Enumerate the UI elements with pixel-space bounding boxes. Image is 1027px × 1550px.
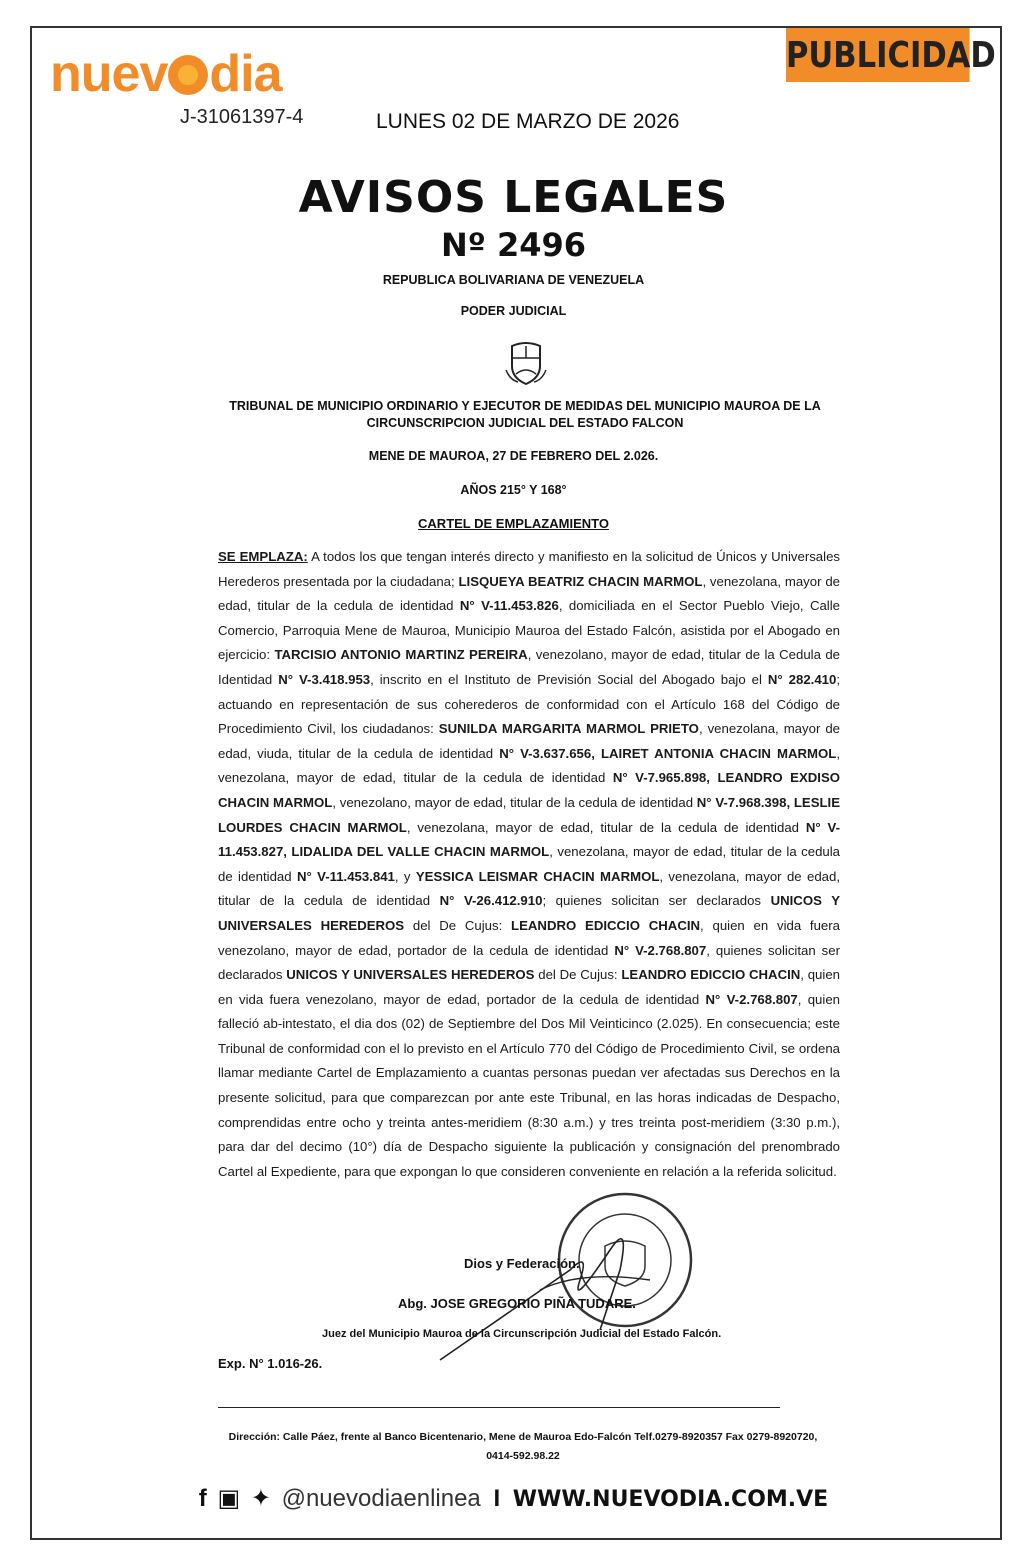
body-run: , venezolano, mayor de edad, titular de la cedula de identidad [332, 794, 697, 810]
company-rif: J-31061397-4 [180, 106, 304, 128]
brand-logo [50, 45, 282, 103]
tribunal-heading: TRIBUNAL DE MUNICIPIO ORDINARIO Y EJECUTOR DE MEDIDAS DEL MUNICIPIO MAUROA DE LA CIRCUNSCRIPCION JUDICIAL DEL ESTADO FALCON [229, 399, 821, 430]
body-run: , venezolana, mayor de edad, titular de la cedula de identidad [218, 745, 840, 786]
body-run: ; actuando en representación de sus coherederos de conformidad con el Artículo 168 del Código de Procedimiento Civil, los ciudadanos: [218, 671, 840, 737]
judge-name: Abg. JOSE GREGORIO PIÑA TUDARE. [398, 1296, 636, 1311]
body-run: N° V-2.768.807 [705, 991, 798, 1007]
years-line: AÑOS 215° Y 168° [460, 483, 567, 497]
notice-heading: CARTEL DE EMPLAZAMIENTO [418, 516, 609, 531]
republic-heading: REPUBLICA BOLIVARIANA DE VENEZUELA [382, 273, 645, 287]
body-run: SE EMPLAZA: [218, 549, 308, 564]
body-run: N° V-26.412.910 [439, 893, 543, 909]
instagram-icon[interactable]: ▣ [217, 1485, 241, 1512]
coat-of-arms-icon [504, 340, 548, 386]
body-run: , quienes solicitan ser declarados [218, 942, 840, 983]
power-heading: PODER JUDICIAL [460, 304, 567, 318]
body-run: , venezolano, mayor de edad, titular de la Cedula de Identidad [218, 647, 840, 687]
body-run: LEANDRO EDICCIO CHACIN [511, 917, 701, 933]
section-tag: PUBLICIDAD [786, 28, 970, 82]
body-run: , venezolana, mayor de edad, titular de la cedula de identidad [218, 573, 840, 614]
body-run: UNICOS Y UNIVERSALES HEREDEROS [286, 967, 535, 983]
social-footer [0, 1484, 1027, 1513]
body-run: N° V-11.453.826 [459, 598, 559, 614]
notice-number: Nº 2496 [440, 226, 587, 264]
judge-signature [420, 1210, 680, 1370]
body-run: N° V-11.453.827, LIDALIDA DEL VALLE CHACIN MARMOL [218, 819, 841, 860]
body-run: , y [394, 868, 416, 884]
body-run: , quien falleció ab-intestato, el dia dos (02) de Septiembre del Dos Mil Veinticinco (2.025). En consecuencia; este Tribunal de conformidad con el lo previsto en el Artículo 770 del Código de Procedimiento Civil, se ordena llamar mediante Cartel de Emplazamiento a cuantas personas puedan ver afectadas sus Derechos en la presente solicitud, para que comparezcan por ante este Tribunal, en las horas indicadas de Despacho, comprendidas entre ocho y treinta antes-meridiem (8:30 a.m.) y tres treinta post-meridiem (3:30 p.m.), para dar del decimo (10°) día de Despacho siguiente la publicación y consignación del prenombrado Cartel al Expediente, para que expongan lo que consideren conveniente en relación a la referida solicitud. [218, 991, 840, 1179]
publication-date: LUNES 02 DE MARZO DE 2026 [376, 110, 680, 133]
notice-body [218, 545, 840, 1184]
website-link[interactable]: WWW.NUEVODIA.COM.VE [512, 1487, 829, 1512]
footer-separator: I [493, 1485, 501, 1512]
body-run: , venezolana, mayor de edad, titular de la cedula de identidad [406, 819, 806, 835]
file-number: Exp. N° 1.016-26. [218, 1356, 323, 1371]
body-run: del De Cujus: [404, 917, 512, 933]
body-run: N° V-7.965.898, LEANDRO EXDISO CHACIN MARMOL [218, 770, 840, 810]
facebook-icon[interactable]: f [198, 1485, 207, 1512]
body-run: , venezolana, mayor de edad, titular de la cedula de identidad [218, 844, 841, 884]
twitter-icon[interactable]: ✦ [250, 1485, 271, 1512]
body-run: N° V-3.637.656, LAIRET ANTONIA CHACIN MARMOL [499, 745, 837, 761]
body-run: , quien en vida fuera venezolano, mayor de edad, portador de la cedula de identidad [218, 917, 840, 958]
divider [218, 1407, 780, 1408]
body-run: , venezolana, mayor de edad, titular de la cedula de identidad [218, 868, 840, 909]
closing-formula: Dios y Federación. [464, 1256, 580, 1271]
body-run: N° V-3.418.953 [278, 671, 371, 687]
body-run: TARCISIO ANTONIO MARTINZ PEREIRA [274, 647, 528, 663]
footer-address: Dirección: Calle Páez, frente al Banco Bicentenario, Mene de Mauroa Edo-Falcón Telf.0279-8920357 Fax 0279-8920720, 0414-592.98.22 [228, 1431, 818, 1462]
body-run: , venezolana, mayor de edad, viuda, titular de la cedula de identidad [218, 721, 840, 761]
body-run: ; quienes solicitan ser declarados [542, 893, 771, 909]
body-run: N° V-2.768.807 [614, 942, 707, 958]
body-run: , quien en vida fuera venezolano, mayor de edad, portador de la cedula de identidad [218, 967, 840, 1007]
body-run: LISQUEYA BEATRIZ CHACIN MARMOL [458, 573, 703, 589]
body-run: , domiciliada en el Sector Pueblo Viejo, Calle Comercio, Parroquia Mene de Mauroa, Municipio Mauroa del Estado Falcón, asistida por el Abogado en ejercicio: [218, 598, 840, 663]
body-run: del De Cujus: [534, 967, 622, 983]
body-run: N° V-11.453.841 [296, 868, 395, 884]
body-run: N° 282.410 [767, 671, 837, 687]
body-run: , inscrito en el Instituto de Previsión Social del Abogado bajo el [370, 671, 768, 687]
body-run: LEANDRO EDICCIO CHACIN [621, 967, 801, 983]
social-handle[interactable]: @nuevodiaenlinea [281, 1485, 481, 1512]
body-run: YESSICA LEISMAR CHACIN MARMOL [415, 868, 660, 884]
body-run: A todos los que tengan interés directo y manifiesto en la solicitud de Únicos y Universales Herederos presentada por la ciudadana; [218, 549, 840, 589]
sun-icon [168, 55, 208, 95]
page-title: AVISOS LEGALES [298, 172, 729, 223]
body-run: SUNILDA MARGARITA MARMOL PRIETO [438, 721, 699, 737]
place-date: MENE DE MAUROA, 27 DE FEBRERO DEL 2.026. [368, 449, 659, 463]
brand-logo-end: dia [209, 45, 282, 103]
judge-role: Juez del Municipio Mauroa de la Circunscripción Judicial del Estado Falcón. [322, 1328, 722, 1340]
body-run: N° V-7.968.398, LESLIE LOURDES CHACIN MARMOL [218, 794, 841, 835]
body-run: UNICOS Y UNIVERSALES HEREDEROS [218, 893, 840, 933]
brand-logo-start: nuev [50, 45, 168, 103]
